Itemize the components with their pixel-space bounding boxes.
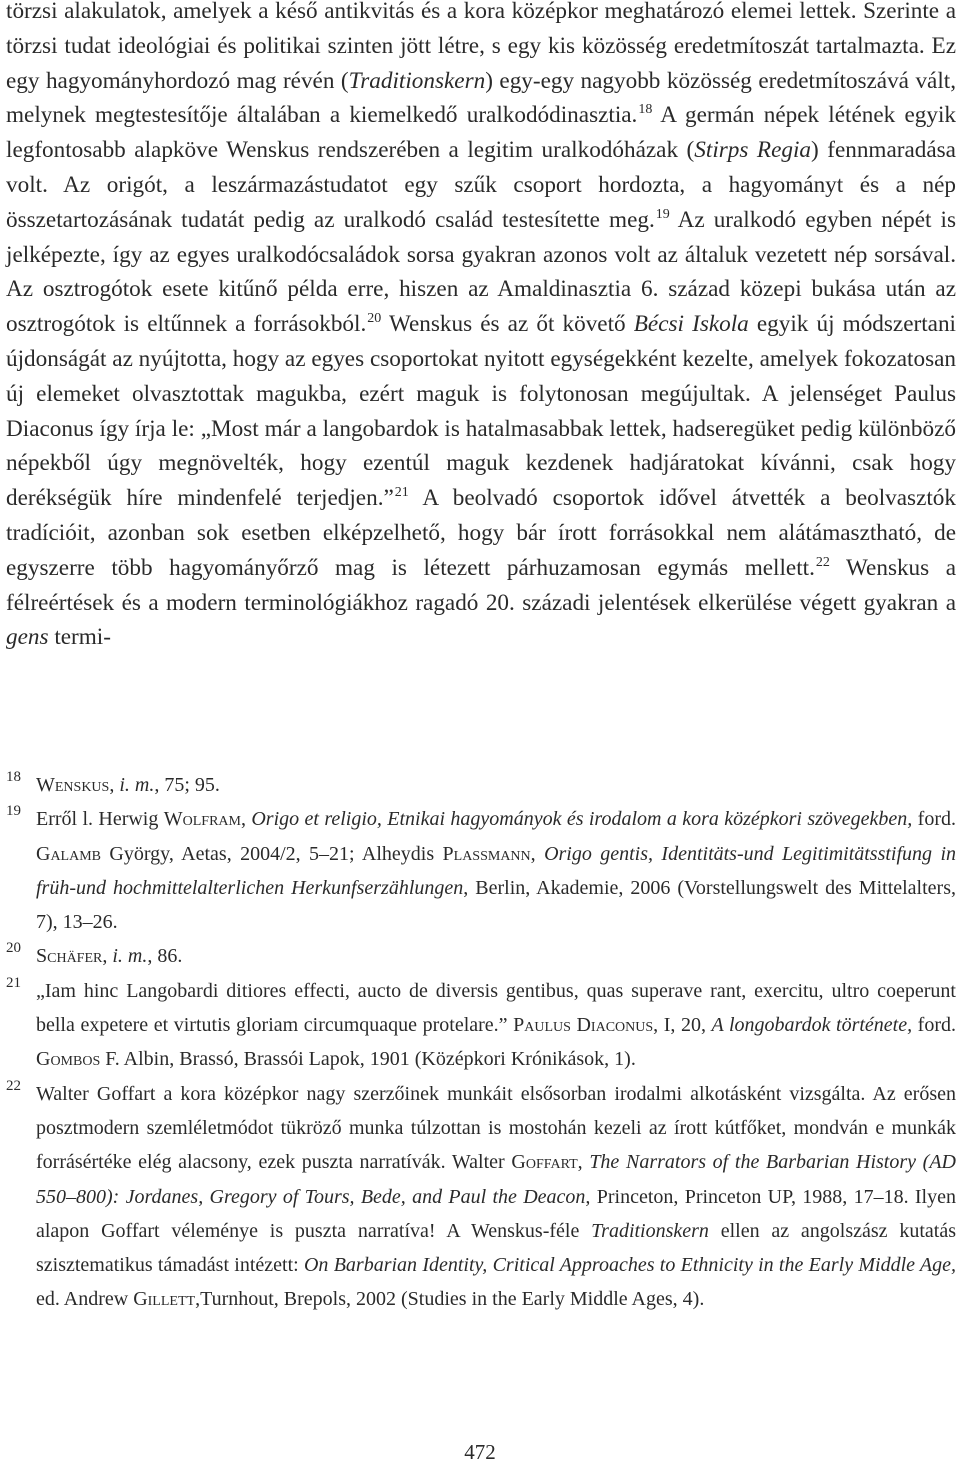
author-name: Schäfer <box>36 945 103 968</box>
note-seg: ed. Andrew <box>36 1288 134 1311</box>
note-seg: „Iam hinc Langobardi ditiores effecti, aucto de diversis gentibus, quas superave rant, exercitu, ultro coeperunt bella expetere et virtutis gloriam circumquaque protelare.” <box>36 979 956 1037</box>
author-name: Wenskus <box>36 774 110 796</box>
footnote-number: 18 <box>6 769 21 785</box>
note-seg-italic: i. m. <box>119 774 155 796</box>
note-seg-italic: Origo gentis, Identitäts-und Legitimitätsstifung in früh-und hochmittelalterlichen Herkunfserzählungen <box>36 842 956 899</box>
note-seg: , I, 20, <box>653 1014 712 1037</box>
footnote-number: 22 <box>6 1077 21 1094</box>
note-seg: ,Turnhout, Brepols, 2002 (Studies in the Early Middle Ages, 4). <box>195 1288 705 1311</box>
footnote-ref[interactable]: 19 <box>655 206 670 222</box>
author-name: Wolfram <box>163 808 241 831</box>
body-seg-italic: Stirps Regia <box>694 137 811 164</box>
footnote-ref[interactable]: 22 <box>815 554 830 570</box>
footnote-ref[interactable]: 20 <box>367 311 382 327</box>
footnote-22 <box>6 1077 956 1317</box>
note-seg: ford. <box>912 808 957 831</box>
body-seg: A germán népek létének egyik legfontosabb alapköve Wenskus rendszerében a legitim uralkodóházak ( <box>6 102 956 164</box>
footnote-number: 21 <box>6 974 21 991</box>
body-seg-italic: Traditionskern <box>348 67 486 94</box>
body-seg-italic: Bécsi Iskola <box>633 311 749 338</box>
note-seg: ellen az angolszász kutatás szisztematikus támadást intézett: <box>36 1219 957 1277</box>
body-seg: ) fennmaradása volt. Az origót, a leszármazástudatot egy szűk csoport hordozta, a hagyományt és a nép összetartozásának tudatát pedig az uralkodó család testesítette meg. <box>6 137 956 233</box>
footnote-ref[interactable]: 21 <box>394 485 409 501</box>
note-seg: , <box>102 945 113 968</box>
author-name: Paulus Diaconus <box>513 1014 654 1037</box>
footnotes <box>6 768 956 1317</box>
note-seg: Princeton, Princeton UP, 1988, 17–18. Ilyen alapon Goffart véleménye is puszta narratíva! A Wenskus-féle <box>36 1185 956 1242</box>
note-seg: , <box>240 808 252 831</box>
note-seg-italic: Origo et religio, Etnikai hagyományok és irodalom a kora középkori szövegekben, <box>251 808 913 831</box>
note-seg-italic: i. m. <box>112 945 148 968</box>
author-name: Goffart <box>511 1151 578 1174</box>
body-seg: Wenskus a félreértések és a modern terminológiákhoz ragadó 20. századi jelentések elkerülése végett gyakran a <box>6 554 956 616</box>
body-seg: Wenskus és az őt követő <box>381 311 634 338</box>
body-seg: termi- <box>48 624 111 651</box>
footnote-18 <box>6 768 956 802</box>
note-seg: , 86. <box>147 945 183 968</box>
note-seg-italic: On Barbarian Identity, Critical Approaches to Ethnicity in the Early Middle Age, <box>303 1254 957 1277</box>
note-seg: , Berlin, Akademie, 2006 (Vorstellungswelt des Mittelalters, 7), 13–26. <box>36 876 956 934</box>
footnote-number: 20 <box>6 940 21 957</box>
footnote-21 <box>6 974 956 1077</box>
note-seg: F. Albin, Brassó, Brassói Lapok, 1901 (Középkori Krónikások, 1). <box>100 1048 636 1071</box>
note-seg-italic: A longobardok története, <box>711 1014 913 1037</box>
body-seg: A beolvadó csoportok idővel átvették a beolvasztók tradícióit, azonban sok esetben elképzelhető, hogy bár írott forrásokkal nem alátámasztható, de egyszerre több hagyományőrző mag is létezett párhuzamosan egymás mellett. <box>6 485 956 581</box>
note-seg: Erről l. Herwig <box>36 808 164 831</box>
page-number: 472 <box>464 1440 496 1464</box>
author-name: Plassmann <box>442 842 531 865</box>
body-seg: törzsi alakulatok, amelyek a késő antikvitás és a kora középkor meghatározó elemei lettek. Szerinte a törzsi tudat ideológiai és politikai szinten jött létre, s egy kis közösség eredetmítoszát tartalmazta. Ez egy hagyományhordozó mag révén ( <box>6 0 956 94</box>
author-name: Galamb <box>36 842 102 865</box>
footnote-19 <box>6 802 956 939</box>
note-seg: , 75; 95. <box>154 774 220 796</box>
footnote-number: 19 <box>6 803 21 820</box>
body-text <box>6 0 956 655</box>
body-paragraph <box>6 0 956 655</box>
note-seg-italic: Traditionskern <box>591 1219 709 1242</box>
note-seg: Walter Goffart a kora középkor nagy szerzőinek munkáit elsősorban irodalmi alkotásként vizsgálta. Az erősen posztmodern szemléletmódot tükröző munka túlzottan is mostohán kezeli az írott kútfőket, mondván e munkák forrásértéke elég alacsony, ezek puszta narratívák. Walter <box>36 1082 956 1174</box>
author-name: Gillett <box>133 1288 196 1311</box>
note-seg-italic: The Narrators of the Barbarian History (AD 550–800): Jordanes, Gregory of Tours, Bede, and Paul the Deacon, <box>36 1151 957 1208</box>
body-seg: Az uralkodó egyben népét is jelképezte, így az egyes uralkodócsaládok sorsa gyakran azonos volt az általuk vezetett nép sorsával. Az osztrogótok esete kitűnő példa erre, hiszen az Amaldinasztia 6. század közepi bukása után az osztrogótok is eltűnnek a forrásokból. <box>6 206 956 338</box>
body-seg-italic: gens <box>6 624 49 651</box>
body-seg: ) egy-egy nagyobb közösség eredetmítoszává vált, melynek megtestesítője általában a kiemelkedő uralkodódinasztia. <box>6 67 957 129</box>
note-seg: , <box>530 842 545 865</box>
note-seg: ford. <box>912 1014 956 1037</box>
note-seg: , <box>109 774 120 796</box>
author-name: Gombos <box>36 1048 101 1071</box>
footnote-20 <box>6 939 956 973</box>
body-seg: egyik új módszertani újdonságát az nyújtotta, hogy az egyes csoportokat nyitott egységekként kezelte, amelyek fokozatosan új elemeket olvasztottak magukba, ezért maguk is folytonosan megújultak. A jelenséget Paulus Diaconus így írja le: „Most már a langobardok is hatalmasabbak lettek, hadseregüket pedig különböző népekből úgy megnövelték, hogy ezentúl maguk kezdenek hadjáratokat kívánni, csak hogy derékségük híre mindenfelé terjedjen.” <box>6 311 956 512</box>
note-seg: György, Aetas, 2004/2, 5–21; Alheydis <box>101 842 443 865</box>
footnote-ref[interactable]: 18 <box>638 102 653 118</box>
note-seg: , <box>577 1151 590 1174</box>
